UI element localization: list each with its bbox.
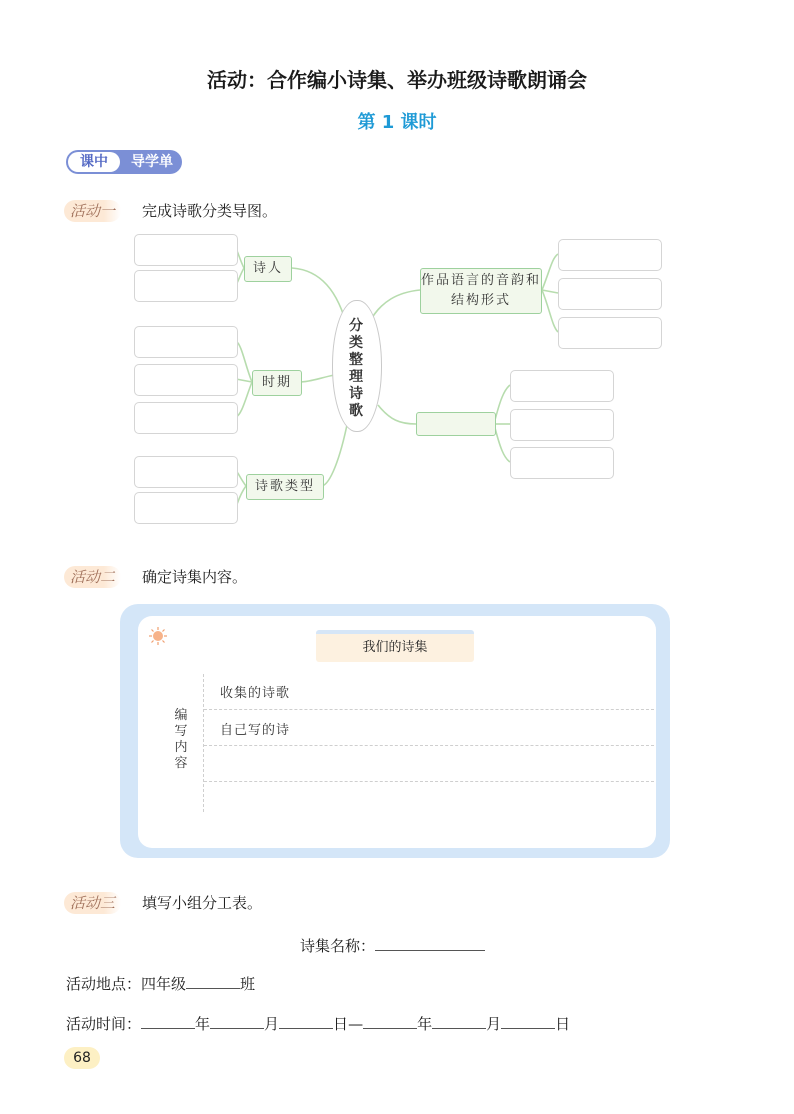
answer-box[interactable] <box>134 402 238 434</box>
month-unit: 月 <box>264 1015 280 1033</box>
activity-3-text: 填写小组分工表。 <box>142 894 263 912</box>
row-own-poems: 自己写的诗 <box>220 723 291 738</box>
answer-box[interactable] <box>558 278 662 310</box>
class-blank[interactable] <box>186 972 240 989</box>
day-unit: 日 <box>333 1015 349 1033</box>
activity-1-text: 完成诗歌分类导图。 <box>142 202 278 220</box>
time-row <box>66 1012 570 1034</box>
activity-3-tag: 活动三 <box>64 892 121 914</box>
poetry-name-label: 诗集名称： <box>300 937 376 955</box>
activity-2-text: 确定诗集内容。 <box>142 568 248 586</box>
poetry-name-row <box>300 934 485 956</box>
range-dash: — <box>348 1015 364 1033</box>
answer-box[interactable] <box>510 447 614 479</box>
start-month-blank[interactable] <box>210 1012 264 1029</box>
start-day-blank[interactable] <box>279 1012 333 1029</box>
answer-box[interactable] <box>134 326 238 358</box>
badge-right: 导学单 <box>131 154 173 170</box>
end-month-blank[interactable] <box>432 1012 486 1029</box>
answer-box[interactable] <box>510 370 614 402</box>
mindmap-center-label: 分类整理诗歌 <box>349 318 363 419</box>
poetry-collection-tab: 我们的诗集 <box>316 630 474 662</box>
activity-1-tag: 活动一 <box>64 200 121 222</box>
start-year-blank[interactable] <box>141 1012 195 1029</box>
compile-content-label: 编写内容 <box>174 708 188 771</box>
branch-language-form: 作品语言的音韵和结构形式 <box>420 268 542 314</box>
sun-icon <box>148 626 168 646</box>
answer-box[interactable] <box>134 492 238 524</box>
answer-box[interactable] <box>558 239 662 271</box>
branch-period: 时期 <box>252 370 302 396</box>
activity-2-tag: 活动二 <box>64 566 121 588</box>
class-suffix: 班 <box>240 975 256 993</box>
divider <box>204 709 654 710</box>
branch-poem-type: 诗歌类型 <box>246 474 324 500</box>
divider <box>204 745 654 746</box>
answer-box[interactable] <box>134 234 238 266</box>
branch-poet: 诗人 <box>244 256 292 282</box>
place-label: 活动地点：四年级 <box>66 975 187 993</box>
row-collected-poems: 收集的诗歌 <box>220 686 291 701</box>
year-unit: 年 <box>417 1015 433 1033</box>
divider-vertical <box>203 674 204 812</box>
end-day-blank[interactable] <box>501 1012 555 1029</box>
badge-left: 课中 <box>68 152 120 172</box>
place-row <box>66 972 255 994</box>
answer-box[interactable] <box>134 456 238 488</box>
month-unit: 月 <box>486 1015 502 1033</box>
time-label: 活动时间： <box>66 1015 142 1033</box>
day-unit: 日 <box>555 1015 571 1033</box>
page-number: 68 <box>64 1047 100 1069</box>
divider <box>204 781 654 782</box>
year-unit: 年 <box>195 1015 211 1033</box>
answer-box[interactable] <box>134 270 238 302</box>
answer-box[interactable] <box>134 364 238 396</box>
page-title: 活动：合作编小诗集、举办班级诗歌朗诵会 <box>207 68 587 92</box>
end-year-blank[interactable] <box>363 1012 417 1029</box>
answer-box[interactable] <box>558 317 662 349</box>
lesson-subtitle: 第 1 课时 <box>357 112 437 133</box>
answer-box[interactable] <box>510 409 614 441</box>
branch-empty[interactable] <box>416 412 496 436</box>
poetry-name-blank[interactable] <box>375 934 485 951</box>
